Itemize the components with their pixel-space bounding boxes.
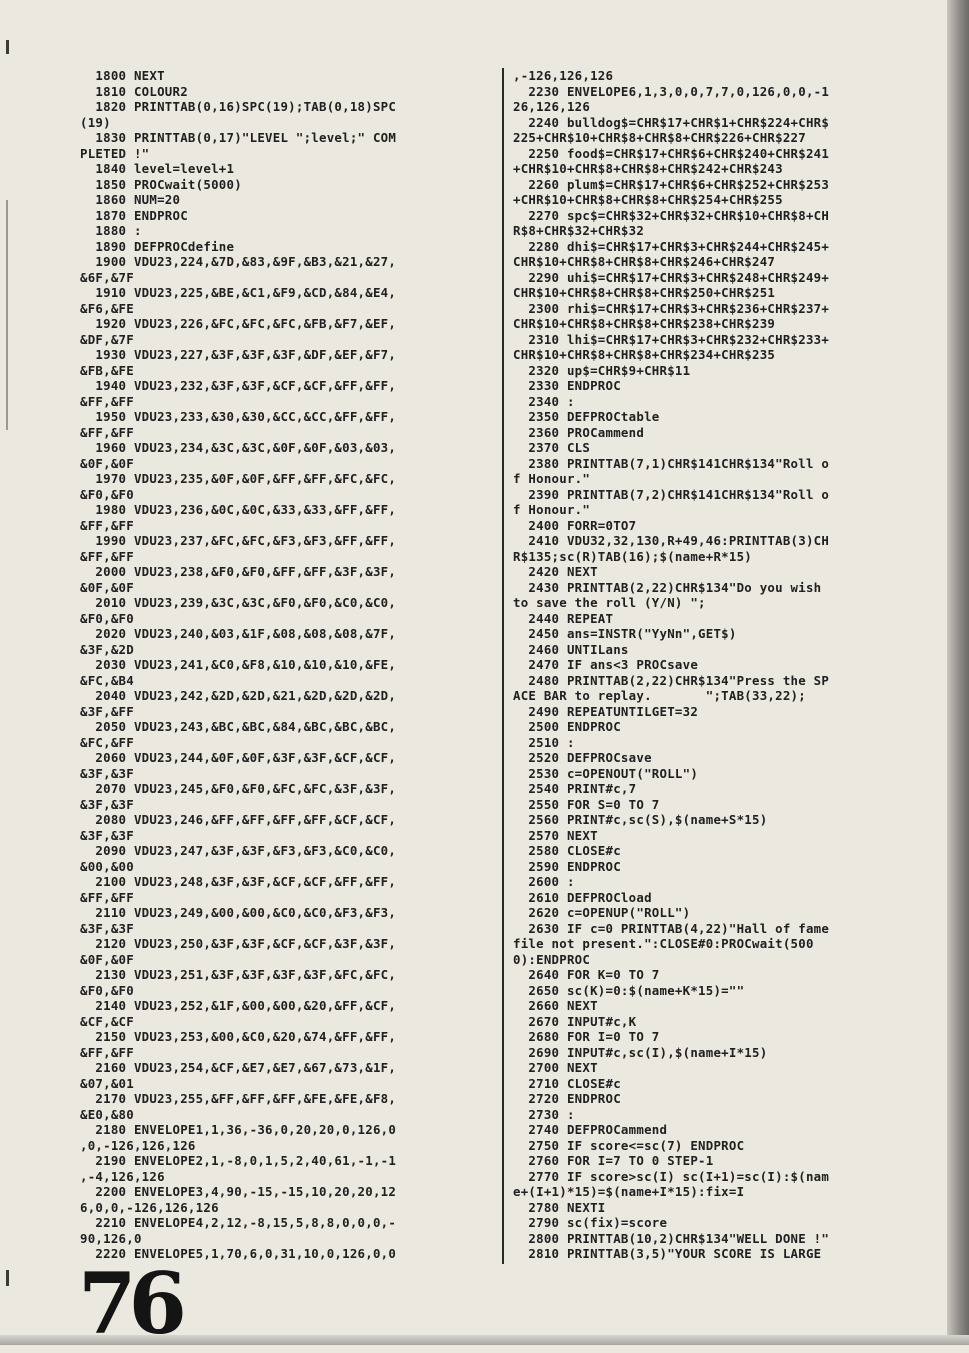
code-line: 6,0,0,-126,126,126 [80,1199,219,1215]
code-line: 2230 ENVELOPE6,1,3,0,0,7,7,0,126,0,0,-1 [513,83,830,99]
code-line: 2760 FOR I=7 TO 0 STEP-1 [513,1153,714,1168]
code-line: e+(I+1)*15)=$(name+I*15):fix=I [513,1184,745,1199]
code-line: (19) [80,114,111,130]
code-line: 2370 CLS [513,440,591,455]
code-line: 2300 rhi$=CHR$17+CHR$3+CHR$236+CHR$237+ [513,300,830,316]
code-line: 1960 VDU23,234,&3C,&3C,&0F,&0F,&03,&03, [80,440,397,455]
code-line: 2550 FOR S=0 TO 7 [513,796,660,812]
code-line: &FF,&FF [80,548,134,564]
code-line: 2710 CLOSE#c [513,1075,621,1091]
code-line: 2080 VDU23,246,&FF,&FF,&FF,&FF,&CF,&CF, [80,812,397,827]
code-line: 2310 lhi$=CHR$17+CHR$3+CHR$232+CHR$233+ [513,331,830,347]
code-line: 2660 NEXT [513,998,598,1013]
code-line: &0F,&0F [80,579,134,595]
code-line: &F0,&F0 [80,610,134,626]
code-line: &00,&00 [80,858,134,874]
code-line: &FF,&FF [80,517,134,533]
code-line: 2280 dhi$=CHR$17+CHR$3+CHR$244+CHR$245+ [513,238,830,254]
code-line: CHR$10+CHR$8+CHR$8+CHR$234+CHR$235 [513,347,776,362]
code-line: 2090 VDU23,247,&3F,&3F,&F3,&F3,&C0,&C0, [80,843,397,858]
code-line: 2640 FOR K=0 TO 7 [513,967,660,982]
code-line: f Honour." [513,502,591,517]
code-line: 2630 IF c=0 PRINTTAB(4,22)"Hall of fame [513,920,830,936]
code-line: 2200 ENVELOPE3,4,90,-15,-15,10,20,20,12 [80,1184,397,1199]
code-line: 1840 level=level+1 [80,161,235,176]
listing-column-right [513,68,829,1262]
code-line: 2750 IF score<=sc(7) ENDPROC [513,1137,745,1153]
code-line: 2220 ENVELOPE5,1,70,6,0,31,10,0,126,0,0 [80,1246,397,1261]
code-line: &F6,&FE [80,300,134,316]
code-line: &3F,&2D [80,641,134,657]
code-line: &FF,&FF [80,424,134,440]
code-line: 2130 VDU23,251,&3F,&3F,&3F,&3F,&FC,&FC, [80,967,397,982]
code-line: R$8+CHR$32+CHR$32 [513,223,645,238]
code-line: 2170 VDU23,255,&FF,&FF,&FF,&FE,&FE,&F8, [80,1091,397,1106]
code-line: 0):ENDPROC [513,951,591,967]
code-line: &E0,&80 [80,1106,134,1122]
code-line: &0F,&0F [80,951,134,967]
binding-mark [6,200,8,430]
code-line: 2610 DEFPROCload [513,889,652,905]
code-line: 2290 uhi$=CHR$17+CHR$3+CHR$248+CHR$249+ [513,269,830,285]
code-line: &FC,&FF [80,734,134,750]
code-line: 90,126,0 [80,1230,142,1246]
code-line: +CHR$10+CHR$8+CHR$8+CHR$254+CHR$255 [513,192,783,207]
code-line: 1970 VDU23,235,&0F,&0F,&FF,&FF,&FC,&FC, [80,471,397,486]
code-line: 2040 VDU23,242,&2D,&2D,&21,&2D,&2D,&2D, [80,688,397,703]
code-line: 2350 DEFPROCtable [513,409,660,424]
code-line: 2560 PRINT#c,sc(S),$(name+S*15) [513,812,768,827]
code-line: 2570 NEXT [513,827,598,843]
code-line: 1920 VDU23,226,&FC,&FC,&FC,&FB,&F7,&EF, [80,316,397,331]
code-line: &F0,&F0 [80,982,134,998]
code-line: 2480 PRINTTAB(2,22)CHR$134"Press the SP [513,672,830,688]
code-line: 26,126,126 [513,99,591,114]
code-line: ,-4,126,126 [80,1168,165,1184]
code-line: CHR$10+CHR$8+CHR$8+CHR$246+CHR$247 [513,254,776,269]
code-line: &0F,&0F [80,455,134,471]
code-line: &FB,&FE [80,362,134,378]
code-line: 2600 : [513,874,575,889]
code-line: 2470 IF ans<3 PROCsave [513,657,699,672]
code-line: 2020 VDU23,240,&03,&1F,&08,&08,&08,&7F, [80,626,397,641]
code-line: 2720 ENDPROC [513,1091,621,1106]
code-line: 2210 ENVELOPE4,2,12,-8,15,5,8,8,0,0,0,- [80,1215,397,1230]
code-line: 1910 VDU23,225,&BE,&C1,&F9,&CD,&84,&E4, [80,285,397,300]
code-line: 1990 VDU23,237,&FC,&FC,&F3,&F3,&FF,&FF, [80,533,397,548]
code-line: &F0,&F0 [80,486,134,502]
code-line: 2410 VDU32,32,130,R+49,46:PRINTTAB(3)CH [513,533,830,548]
code-line: 2030 VDU23,241,&C0,&F8,&10,&10,&10,&FE, [80,657,397,672]
code-line: 2110 VDU23,249,&00,&00,&C0,&C0,&F3,&F3, [80,905,397,920]
code-line: 1890 DEFPROCdefine [80,238,235,254]
code-line: 2800 PRINTTAB(10,2)CHR$134"WELL DONE !" [513,1230,830,1246]
code-line: 2060 VDU23,244,&0F,&0F,&3F,&3F,&CF,&CF, [80,750,397,765]
code-line: 2420 NEXT [513,564,598,579]
code-line: &6F,&7F [80,269,134,285]
code-line: 2440 REPEAT [513,610,614,626]
code-line: 2360 PROCammend [513,424,645,440]
code-line: 1880 : [80,223,142,238]
code-line: 2810 PRINTTAB(3,5)"YOUR SCORE IS LARGE [513,1246,822,1261]
code-line: 2070 VDU23,245,&F0,&F0,&FC,&FC,&3F,&3F, [80,781,397,796]
code-line: 2120 VDU23,250,&3F,&3F,&CF,&CF,&3F,&3F, [80,936,397,951]
code-line: 1800 NEXT [80,68,165,83]
code-line: 2010 VDU23,239,&3C,&3C,&F0,&F0,&C0,&C0, [80,595,397,610]
code-line: 2000 VDU23,238,&F0,&F0,&FF,&FF,&3F,&3F, [80,564,397,579]
code-line: CHR$10+CHR$8+CHR$8+CHR$238+CHR$239 [513,316,776,331]
code-line: 2190 ENVELOPE2,1,-8,0,1,5,2,40,61,-1,-1 [80,1153,397,1168]
code-line: R$135;sc(R)TAB(16);$(name+R*15) [513,548,753,564]
code-line: &3F,&3F [80,765,134,781]
code-line: &FF,&FF [80,393,134,409]
code-line: CHR$10+CHR$8+CHR$8+CHR$250+CHR$251 [513,285,776,300]
code-line: 2260 plum$=CHR$17+CHR$6+CHR$252+CHR$253 [513,176,830,192]
code-line: 225+CHR$10+CHR$8+CHR$8+CHR$226+CHR$227 [513,130,806,145]
code-line: 2670 INPUT#c,K [513,1013,637,1029]
code-line: 1820 PRINTTAB(0,16)SPC(19);TAB(0,18)SPC [80,99,397,114]
code-line: 2690 INPUT#c,sc(I),$(name+I*15) [513,1044,768,1060]
code-line: 2140 VDU23,252,&1F,&00,&00,&20,&FF,&CF, [80,998,397,1013]
code-line: 2520 DEFPROCsave [513,750,652,765]
code-line: file not present.":CLOSE#0:PROCwait(500 [513,936,814,951]
code-line: ,0,-126,126,126 [80,1137,196,1153]
code-line: 1830 PRINTTAB(0,17)"LEVEL ";level;" COM [80,130,397,145]
code-line: 2320 up$=CHR$9+CHR$11 [513,362,691,378]
page-edge-shadow [947,0,969,1345]
code-line: 1870 ENDPROC [80,207,188,223]
code-line: 2050 VDU23,243,&BC,&BC,&84,&BC,&BC,&BC, [80,719,397,734]
code-line: 2730 : [513,1106,575,1122]
code-line: ,-126,126,126 [513,68,614,83]
code-line: 2340 : [513,393,575,409]
code-line: 2580 CLOSE#c [513,843,621,858]
listing-column-left [80,68,396,1262]
code-line: 2770 IF score>sc(I) sc(I+1)=sc(I):$(nam [513,1168,830,1184]
code-line: 1900 VDU23,224,&7D,&83,&9F,&B3,&21,&27, [80,254,397,269]
code-line: 2390 PRINTTAB(7,2)CHR$141CHR$134"Roll o [513,486,830,502]
code-line: 2490 REPEATUNTILGET=32 [513,703,699,719]
code-line: 2620 c=OPENUP("ROLL") [513,905,691,920]
code-line: 2460 UNTILans [513,641,629,657]
code-line: 2540 PRINT#c,7 [513,781,637,796]
code-line: 1850 PROCwait(5000) [80,176,242,192]
code-line: 2740 DEFPROCammend [513,1122,668,1137]
column-divider [502,68,504,1264]
code-line: 1810 COLOUR2 [80,83,188,99]
code-line: 1950 VDU23,233,&30,&30,&CC,&CC,&FF,&FF, [80,409,397,424]
code-line: &FC,&B4 [80,672,134,688]
code-line: 2330 ENDPROC [513,378,621,393]
code-line: 2250 food$=CHR$17+CHR$6+CHR$240+CHR$241 [513,145,830,161]
code-line: 2590 ENDPROC [513,858,621,874]
code-line: 1940 VDU23,232,&3F,&3F,&CF,&CF,&FF,&FF, [80,378,397,393]
code-line: &3F,&3F [80,796,134,812]
code-line: to save the roll (Y/N) "; [513,595,706,610]
code-line: 2780 NEXTI [513,1199,606,1215]
code-line: 2150 VDU23,253,&00,&C0,&20,&74,&FF,&FF, [80,1029,397,1044]
code-line: 2400 FORR=0TO7 [513,517,637,533]
code-line: +CHR$10+CHR$8+CHR$8+CHR$242+CHR$243 [513,161,783,176]
code-line: &FF,&FF [80,889,134,905]
code-line: 2700 NEXT [513,1060,598,1075]
code-line: &FF,&FF [80,1044,134,1060]
code-line: &DF,&7F [80,331,134,347]
code-line: &CF,&CF [80,1013,134,1029]
code-line: 2680 FOR I=0 TO 7 [513,1029,660,1044]
code-line: 2430 PRINTTAB(2,22)CHR$134"Do you wish [513,579,822,595]
code-line: 2240 bulldog$=CHR$17+CHR$1+CHR$224+CHR$ [513,114,830,130]
code-line: 2530 c=OPENOUT("ROLL") [513,765,699,781]
code-line: &07,&01 [80,1075,134,1091]
code-line: &3F,&FF [80,703,134,719]
binding-mark [6,40,9,54]
code-line: 2500 ENDPROC [513,719,621,734]
code-line: 2450 ans=INSTR("YyNn",GET$) [513,626,737,641]
code-line: 1930 VDU23,227,&3F,&3F,&3F,&DF,&EF,&F7, [80,347,397,362]
code-line: 2380 PRINTTAB(7,1)CHR$141CHR$134"Roll o [513,455,830,471]
code-line: 1860 NUM=20 [80,192,181,207]
code-line: &3F,&3F [80,827,134,843]
page-number: 76 [78,1254,179,1353]
code-line: ACE BAR to replay. ";TAB(33,22); [513,688,806,703]
code-line: 2790 sc(fix)=score [513,1215,668,1230]
code-line: &3F,&3F [80,920,134,936]
code-line: 2510 : [513,734,575,750]
code-line: 2650 sc(K)=0:$(name+K*15)="" [513,982,745,998]
code-line: 2180 ENVELOPE1,1,36,-36,0,20,20,0,126,0 [80,1122,397,1137]
code-line: 2100 VDU23,248,&3F,&3F,&CF,&CF,&FF,&FF, [80,874,397,889]
code-line: 2160 VDU23,254,&CF,&E7,&E7,&67,&73,&1F, [80,1060,397,1075]
code-line: 1980 VDU23,236,&0C,&0C,&33,&33,&FF,&FF, [80,502,397,517]
binding-mark [6,1270,9,1286]
code-line: 2270 spc$=CHR$32+CHR$32+CHR$10+CHR$8+CH [513,207,830,223]
code-line: f Honour." [513,471,591,486]
code-line: PLETED !" [80,145,150,161]
